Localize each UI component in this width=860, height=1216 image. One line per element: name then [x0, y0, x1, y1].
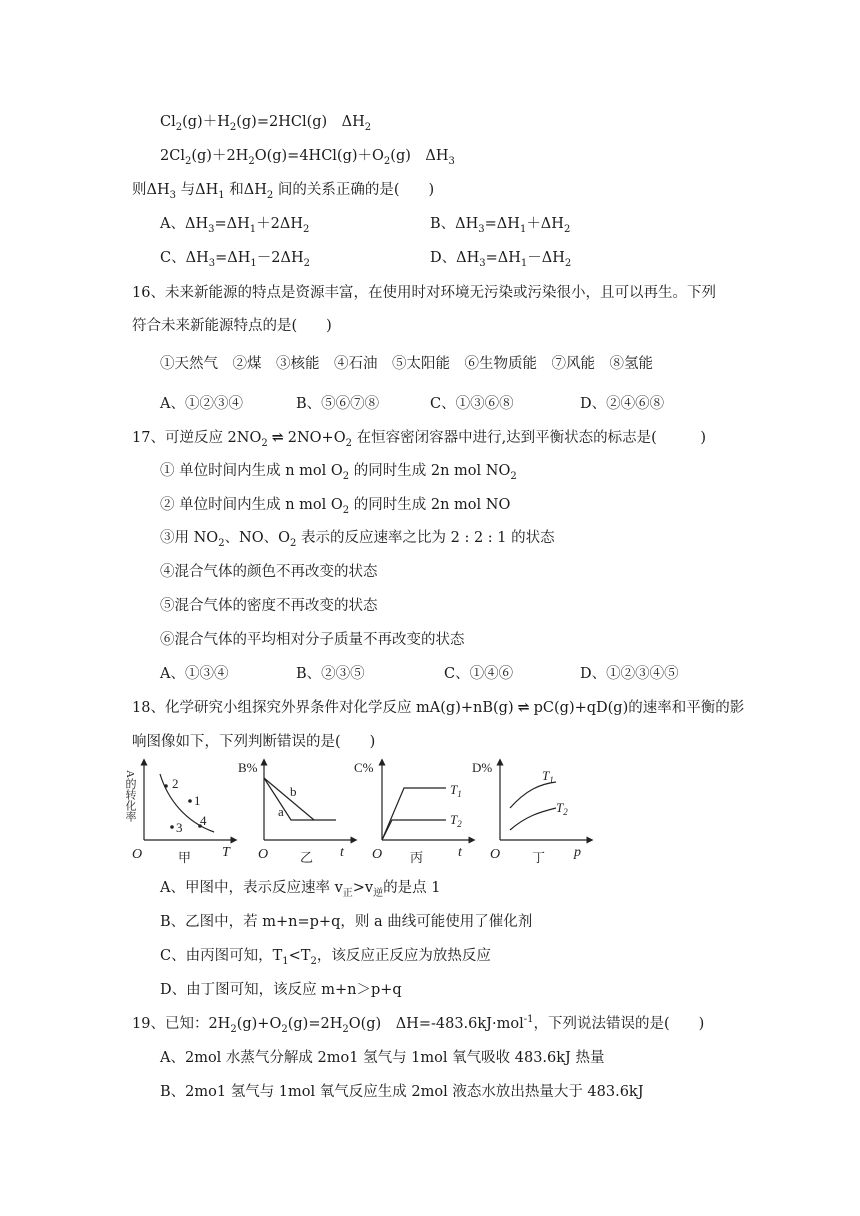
- graph-yi: [264, 762, 354, 840]
- q17-option-a: A、①③④: [160, 666, 229, 682]
- q17-statement-6: ⑥混合气体的平均相对分子质量不再改变的状态: [160, 632, 465, 648]
- yi-caption: 乙: [300, 850, 314, 865]
- q17-option-c: C、①④⑥: [444, 666, 514, 682]
- q17-option-b: B、②③⑤: [296, 666, 365, 682]
- q18-stem-line1: 18、化学研究小组探究外界条件对化学反应 mA(g)+nB(g) ⇌ pC(g)+qD(g)的速率和平衡的影: [132, 699, 745, 716]
- q19-option-b: B、2mo1 氢气与 1mol 氧气反应生成 2mol 液态水放出热量大于 483.6kJ: [160, 1084, 644, 1100]
- bing-caption: 丙: [410, 850, 424, 865]
- bing-ylabel: C%: [354, 760, 374, 775]
- q18-option-d: D、由丁图可知，该反应 m+n＞p+q: [160, 982, 402, 998]
- bing-origin: O: [372, 847, 383, 862]
- jia-label-2: 2: [172, 776, 179, 791]
- q17-statement-4: ④混合气体的颜色不再改变的状态: [160, 564, 378, 580]
- bing-xlabel: t: [458, 845, 462, 860]
- q17-statement-3: ③用 $NO_2$、NO、$O_2$ 表示的反应速率之比为 2 : 2 : 1 的状态: [160, 530, 555, 549]
- ding-curve-t2: [510, 808, 556, 830]
- jia-label-1: 1: [194, 793, 201, 808]
- q17-stem: 17、可逆反应 $2NO_2$ ⇌ $2NO+O_2$ 在恒容密闭容器中进行,达到平衡状态的标志是( ): [132, 429, 706, 449]
- yi-label-b: b: [290, 784, 297, 799]
- bing-t2-label: $T_2$: [450, 812, 462, 829]
- q16-stem-line2: 符合未来新能源特点的是( ): [132, 318, 332, 334]
- jia-point-1: [188, 799, 192, 803]
- jia-ylabel: A的转化率: [124, 770, 136, 822]
- equation-cl2-h2: $Cl_2(g)+H_2(g)=2HCl(g)$ $\Delta H_2$: [160, 114, 372, 133]
- q18-option-c: C、由丙图可知，$T_1<T_2$，该反应正反应为放热反应: [160, 948, 491, 967]
- yi-curve-b: [264, 778, 336, 820]
- ding-t2-label: $T_2$: [556, 800, 568, 817]
- q15-option-d: D、$\Delta H_3=\Delta H_1-\Delta H_2$: [430, 250, 572, 269]
- q17-statement-2: ② 单位时间内生成 n mol $O_2$ 的同时生成 2n mol NO: [160, 497, 511, 516]
- q17-option-d: D、①②③④⑤: [580, 666, 679, 682]
- q15-option-b: B、$\Delta H_3=\Delta H_1+\Delta H_2$: [430, 216, 571, 235]
- jia-caption: 甲: [178, 850, 192, 865]
- ding-t1-label: $T_1$: [542, 768, 554, 785]
- q19-stem: 19、已知：$2H_2(g)+O_2(g)=2H_2O(g)$ ΔH=-483.6kJ·mol$^{-1}$，下列说法错误的是( ): [132, 1014, 705, 1035]
- q16-items: ①天然气 ②煤 ③核能 ④石油 ⑤太阳能 ⑥生物质能 ⑦风能 ⑧氢能: [160, 356, 653, 372]
- q16-option-b: B、⑤⑥⑦⑧: [296, 396, 380, 412]
- jia-point-2: [164, 784, 168, 788]
- bing-curve-t2: [382, 820, 446, 840]
- q18-graphs-figure: [124, 758, 598, 868]
- q16-option-d: D、②④⑥⑧: [580, 396, 665, 412]
- q16-option-c: C、①③⑥⑧: [430, 396, 514, 412]
- bing-t1-label: $T_1$: [450, 782, 462, 799]
- yi-label-a: a: [278, 804, 284, 819]
- q18-stem-line2: 响图像如下，下列判断错误的是( ): [132, 734, 376, 750]
- q18-option-b: B、乙图中，若 m+n=p+q，则 a 曲线可能使用了催化剂: [160, 914, 533, 930]
- jia-label-3: 3: [176, 820, 183, 835]
- q17-statement-1: ① 单位时间内生成 n mol $O_2$ 的同时生成 2n mol $NO_2$: [160, 463, 517, 482]
- ding-ylabel: D%: [472, 760, 493, 775]
- ding-xlabel: p: [574, 845, 581, 860]
- jia-label-4: 4: [200, 813, 207, 828]
- equation-cl2-h2o: $2Cl_2(g)+2H_2O(g)=4HCl(g)+O_2(g)$ $\Delta H_3$: [160, 148, 455, 167]
- yi-ylabel: B%: [238, 760, 258, 775]
- q16-stem-line1: 16、未来新能源的特点是资源丰富，在使用时对环境无污染或污染很小，且可以再生。下列: [132, 285, 716, 301]
- jia-point-3: [170, 825, 174, 829]
- q18-option-a: A、甲图中，表示反应速率 $v_正>v_逆$的是点 1: [160, 880, 441, 899]
- q16-option-a: A、①②③④: [160, 396, 243, 412]
- q15-option-c: C、$\Delta H_3=\Delta H_1-2\Delta H_2$: [160, 250, 310, 269]
- jia-origin: O: [132, 847, 143, 862]
- ding-caption: 丁: [532, 850, 546, 865]
- yi-origin: O: [258, 847, 269, 862]
- q17-statement-5: ⑤混合气体的密度不再改变的状态: [160, 598, 378, 614]
- bing-curve-t1: [382, 788, 446, 840]
- equilibrium-arrow-icon: ⇌: [517, 699, 530, 716]
- q15-option-a: A、$\Delta H_3=\Delta H_1+2\Delta H_2$: [160, 216, 310, 235]
- jia-xlabel: T: [222, 845, 230, 860]
- yi-xlabel: t: [340, 845, 344, 860]
- ding-origin: O: [490, 847, 501, 862]
- ding-curve-t1: [510, 782, 556, 808]
- q19-option-a: A、2mol 水蒸气分解成 2mo1 氢气与 1mol 氧气吸收 483.6kJ 热量: [160, 1050, 605, 1066]
- q15-question: 则$\Delta H_3$ 与$\Delta H_1$ 和$\Delta H_2$ 间的关系正确的是( ): [132, 182, 435, 201]
- equilibrium-arrow-icon: ⇌: [271, 429, 284, 446]
